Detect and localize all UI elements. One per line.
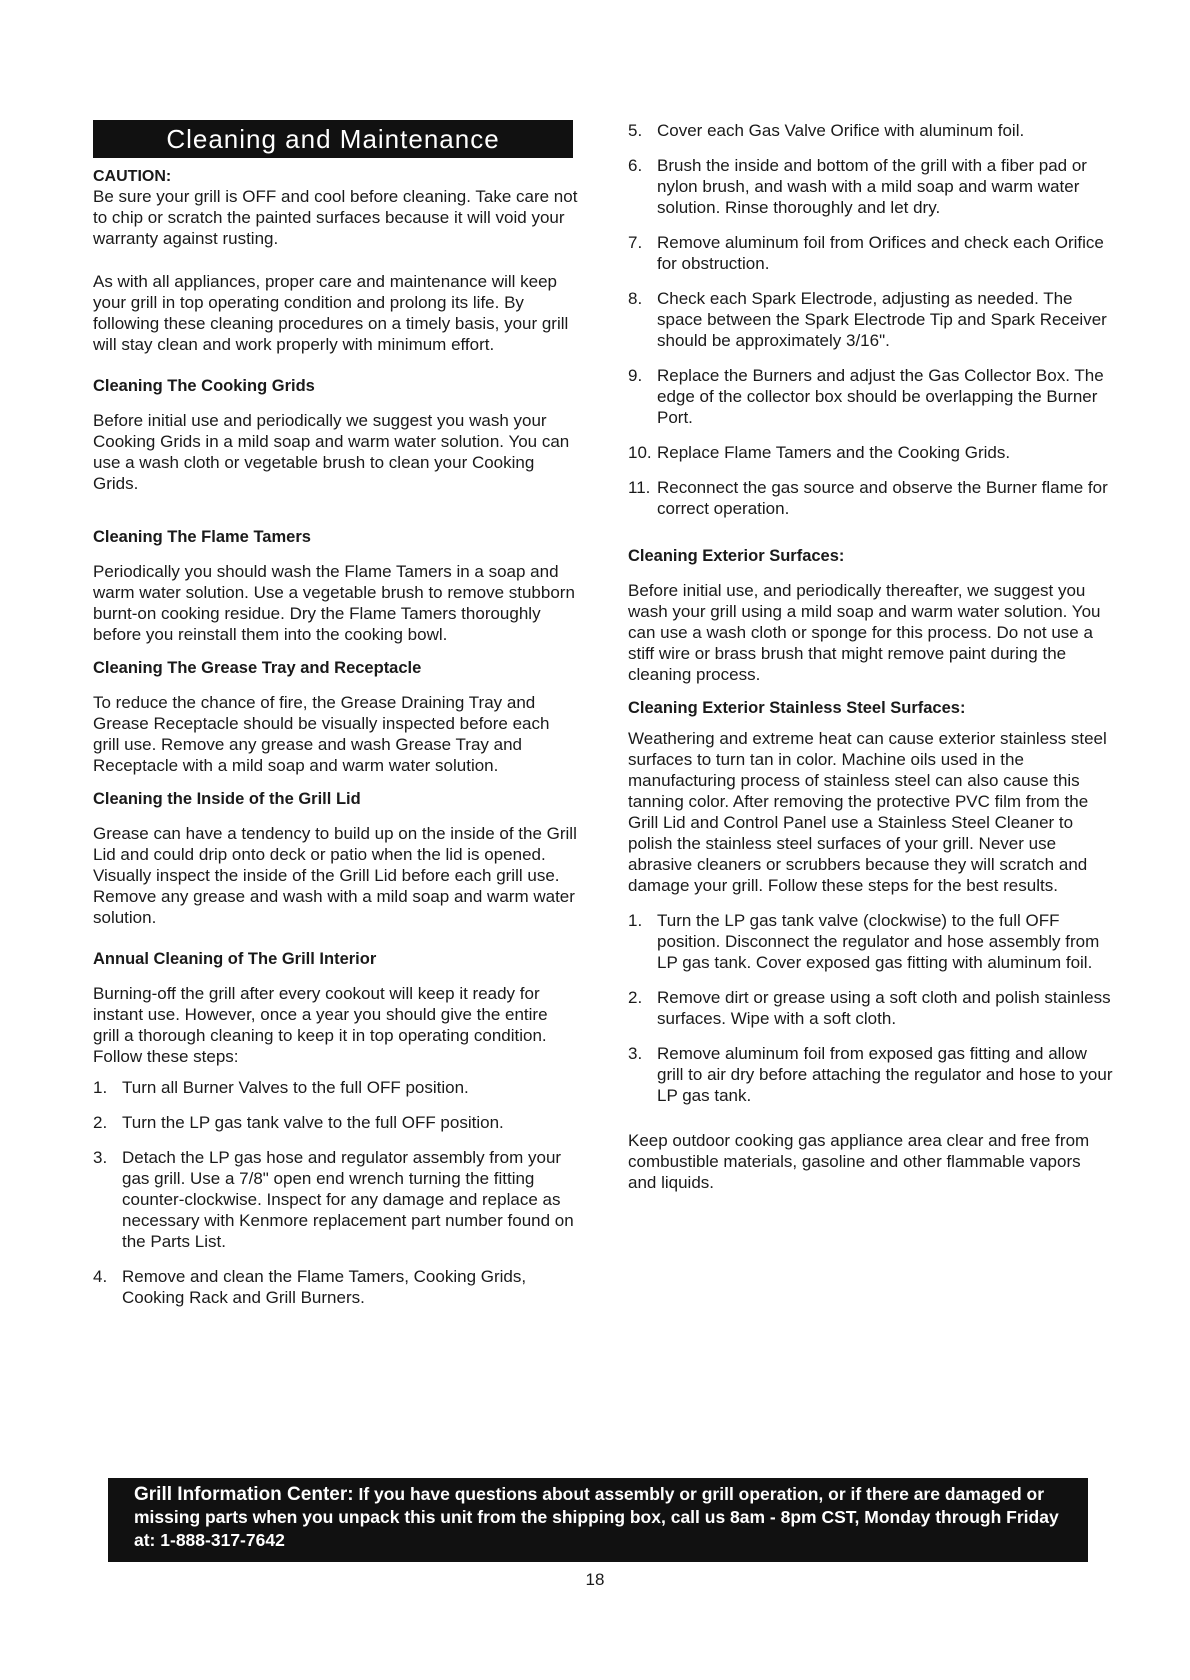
list-item: 4. Remove and clean the Flame Tamers, Cooking Grids, Cooking Rack and Grill Burners. [93, 1267, 527, 1307]
annual-cleaning-heading: Annual Cleaning of The Grill Interior [93, 950, 377, 968]
stainless-steps-list [628, 910, 1113, 1106]
annual-steps-continued [628, 120, 1113, 519]
left-column [93, 120, 578, 1322]
list-item: 1. Turn all Burner Valves to the full OFF position. [93, 1078, 469, 1097]
flame-tamers-heading: Cleaning The Flame Tamers [93, 528, 311, 546]
section-title: Cleaning and Maintenance [93, 120, 573, 158]
list-item: 8. Check each Spark Electrode, adjusting as needed. The space between the Spark Electrode Tip and Spark Receiver should be approximately 3/16". [628, 289, 1107, 350]
exterior-surfaces-heading: Cleaning Exterior Surfaces: [628, 547, 845, 565]
list-item: 7. Remove aluminum foil from Orifices and check each Orifice for obstruction. [628, 233, 1104, 273]
exterior-surfaces-text: Before initial use, and periodically thereafter, we suggest you wash your grill using a mild soap and warm water solution. You can use a wash cloth or sponge for this process. Do not use a stiff wire or brass brush that might remove paint during the cleaning process. [628, 581, 1101, 684]
grease-tray-heading: Cleaning The Grease Tray and Receptacle [93, 659, 422, 677]
intro-paragraph: As with all appliances, proper care and maintenance will keep your grill in top operating condition and prolong its life. By following these cleaning procedures on a timely basis, your grill will stay clean and work properly with minimum effort. [93, 272, 569, 354]
grill-lid-heading: Cleaning the Inside of the Grill Lid [93, 790, 361, 808]
closing-warning: Keep outdoor cooking gas appliance area clear and free from combustible materials, gasoline and other flammable vapors and liquids. [628, 1131, 1090, 1192]
stainless-heading: Cleaning Exterior Stainless Steel Surfaces: [628, 699, 966, 717]
list-item: 2. Remove dirt or grease using a soft cloth and polish stainless surfaces. Wipe with a soft cloth. [628, 988, 1111, 1028]
grill-lid-text: Grease can have a tendency to build up on the inside of the Grill Lid and could drip onto deck or patio when the lid is opened. Visually inspect the inside of the Grill Lid before each grill use. Remove any grease and wash with a mild soap and warm water solution. [93, 824, 577, 927]
list-item: 9. Replace the Burners and adjust the Gas Collector Box. The edge of the collector box should be overlapping the Burner Port. [628, 366, 1104, 427]
page-number: 18 [585, 1570, 605, 1589]
stainless-text: Weathering and extreme heat can cause exterior stainless steel surfaces to turn tan in color. Machine oils used in the manufacturing process of stainless steel can also cause this tanning color. After removing the protective PVC film from the Grill Lid and Control Panel use a Stainless Steel Cleaner to polish the stainless steel surfaces of your grill. Never use abrasive cleaners or scrubbers because they will scratch and damage your grill. Follow these steps for the best results. [628, 729, 1107, 895]
list-item: 11. Reconnect the gas source and observe the Burner flame for correct operation. [628, 478, 1108, 518]
grease-tray-text: To reduce the chance of fire, the Grease Draining Tray and Grease Receptacle should be visually inspected before each grill use. Remove any grease and wash Grease Tray and Receptacle with a mild soap and warm water solution. [93, 693, 550, 775]
list-item: 3. Remove aluminum foil from exposed gas fitting and allow grill to air dry before attaching the regulator and hose to your LP gas tank. [628, 1044, 1113, 1105]
list-item: 1. Turn the LP gas tank valve (clockwise) to the full OFF position. Disconnect the regulator and hose assembly from LP gas tank. Cover exposed gas fitting with aluminum foil. [628, 911, 1100, 972]
cooking-grids-heading: Cleaning The Cooking Grids [93, 377, 315, 395]
list-item: 5. Cover each Gas Valve Orifice with aluminum foil. [628, 121, 1025, 140]
caution-text: Be sure your grill is OFF and cool before cleaning. Take care not to chip or scratch the painted surfaces because it will void your warranty against rusting. [93, 187, 578, 248]
flame-tamers-text: Periodically you should wash the Flame Tamers in a soap and warm water solution. Use a vegetable brush to remove stubborn burnt-on cooking residue. Dry the Flame Tamers thoroughly before you reinstall them into the cooking bowl. [93, 562, 575, 644]
caution-label: CAUTION: [93, 168, 172, 185]
cooking-grids-text: Before initial use and periodically we suggest you wash your Cooking Grids in a mild soap and warm water solution. You can use a wash cloth or vegetable brush to clean your Cooking Grids. [93, 411, 570, 493]
info-center-text: If you have questions about assembly or grill operation, or if there are damaged or missing parts when you unpack this unit from the shipping box, call us 8am - 8pm CST, Monday through Friday at: [134, 1484, 1059, 1550]
info-center-banner [108, 1478, 1088, 1562]
list-item: 6. Brush the inside and bottom of the grill with a fiber pad or nylon brush, and wash with a mild soap and warm water solution. Rinse thoroughly and let dry. [628, 156, 1087, 217]
right-column [628, 120, 1113, 1193]
list-item: 3. Detach the LP gas hose and regulator assembly from your gas grill. Use a 7/8" open end wrench turning the fitting counter-clockwise. Inspect for any damage and replace as necessary with Kenmore replacement part number found on the Parts List. [93, 1148, 574, 1251]
list-item: 2. Turn the LP gas tank valve to the full OFF position. [93, 1113, 504, 1132]
info-center-phone: 1-888-317-7642 [160, 1530, 285, 1550]
list-item: 10. Replace Flame Tamers and the Cooking Grids. [628, 443, 1011, 462]
annual-steps-list [93, 1077, 578, 1308]
annual-cleaning-text: Burning-off the grill after every cookout will keep it ready for instant use. However, once a year you should give the entire grill a thorough cleaning to keep it in top operating condition. Follow these steps: [93, 984, 548, 1066]
info-center-label: Grill Information Center: [134, 1484, 354, 1505]
